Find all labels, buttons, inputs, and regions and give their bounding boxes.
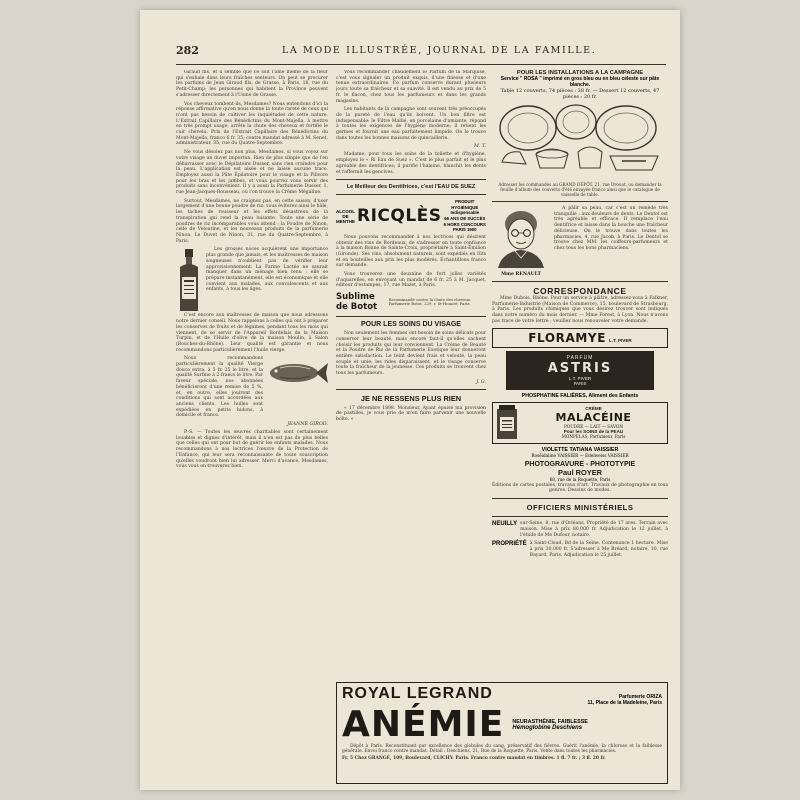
china-service-illustration bbox=[492, 102, 668, 180]
fish-illustration bbox=[266, 356, 328, 390]
ricqles-label: ALCOOL bbox=[336, 208, 355, 214]
oriza-line: 11, Place de la Madeleine, Paris bbox=[587, 700, 662, 706]
article-paragraph: A pâlir sa peau, car c'est un remède très tranquille : aux douleurs de dents. Le Dentol est très agréable et efficace. Il remplace l'eau dentifrice et laisse dans la bouche une fraîcheur délicieuse. On le trouve dans toutes les pharmacies, 4, rue Jacob, à Paris. Le Dentol se trouve chez MM. les coiffeurs-parfumeurs et chez tous les bons pharmaciens. bbox=[554, 206, 668, 251]
astris-brand: ASTRIS bbox=[547, 360, 613, 376]
legal-notice-label: PROPRIÉTÉ bbox=[492, 541, 527, 548]
postscript: P.-S. — Toutes les œuvres charitables sont certainement louables et dignes d'intérêt, mais il n'en est pas de plus belles que celles qui ont pour but de guérir les enfants malades. Nous recommandons à nos lectrices l'œuvre de la Protection de l'Enfance, qui leur sera reconnaissante de toute souscription qu'elles voudront bien lui adresser. Merci d'avance, Mesdames, vous vous en trouverez bien. bbox=[176, 430, 328, 470]
portrait-illustration bbox=[492, 206, 550, 268]
article-paragraph: Nous pouvons recommander à nos lectrices qui désirent obtenir des vins de Bordeaux, de s'adresser en toute confiance à la maison Bonne de Sainte-Croix, propriétaire à Saint-Émilion (Gironde). Ses vins, absolument naturels, sont expédiés en fûts et en bouteilles aux prix les plus modérés. Échantillons franco sur demande. bbox=[336, 234, 486, 269]
astris-top: PARFUM bbox=[566, 354, 594, 361]
floramye-brand: FLORAMYE bbox=[528, 330, 607, 345]
signature: J. G. bbox=[476, 379, 486, 385]
bottle-illustration bbox=[176, 249, 202, 313]
oriza-line: Parfumerie ORIZA bbox=[618, 694, 662, 700]
anemie-advert bbox=[336, 682, 668, 784]
ricqles-claim: 66 ANS DE SUCCÈS 6 HORS CONCOURS PARIS 1900 bbox=[443, 216, 486, 233]
article-paragraph: Madame, pour tous les soins de la toilette et d'hygiène, employez le « Ri Eau de Suez ». C'est le plus parfait et le plus agréable des dentifrices; il purifie l'haleine, blanchit les dents et raffermit les gencives. bbox=[336, 152, 486, 175]
ricqles-label: MENTHE bbox=[336, 218, 355, 224]
correspondence-text: Mme Dubois, Rhône. Pour un service à plâtre, adressez-vous à Falkner, Parfumerie-Industrie (Maison de Commerce), 15, boulevard de Strasbourg, à Paris. Les produits chimiques que vous désirez trouver sont indiqués dans notre numéro du mois dernier. — Mme Forest, à Lyon. Nous n'avons pas trace de votre lettre ; veuillez nous renouveler votre demande. bbox=[492, 296, 668, 324]
article-paragraph: Ne vous désolez pas non plus, Mesdames, si vous voyez sur votre visage un duvet importun. Rien de plus simple que de l'en débarrasser avec le Dépilatoire Dusser, sans rien craindre pour la peau. L'application est aisée et ne laisse aucune trace. Employez aussi la Pâte Épilatoire pour le visage et la Pilivore pour les bras et les jambes, et vous pourrez vous servir des produits sans inconvénient. Il y a aussi la Parfumerie Dusser, 1, rue Jean-Jacques-Rousseau, où l'on trouve la Crème Mégaline. bbox=[176, 150, 328, 196]
article-paragraph: « 17 décembre 1898. Monsieur, Ayant épuisé ma provision de pastilles, je vous prie de m'en faire parvenir une nouvelle boîte. » bbox=[336, 405, 486, 423]
botot-tagline: Recommandé contre la chute des cheveux. Parfumerie Botot, 229, r. St-Honoré, Paris. bbox=[388, 296, 472, 307]
anemie-subtitle: NEURASTHÉNIE, FAIBLESSE bbox=[512, 719, 588, 725]
anemie-address: Fr. 5 Chez GRANGÉ, 109, Boulevard, CLICHY. Paris. Franco contre mandat en timbres. 1 fl. 7 fr. ; 3 fl. 20 fr. bbox=[342, 755, 606, 761]
article-paragraph: C'est encore aux maîtresses de maison que nous adressons notre dernier conseil. Nous rappelons à celles qui ont à préparer les conserves de fruits et de légumes, pendant tous les mois qui viennent, de se servir de l'Appareil Bordelais de la Maison Turpin, et de l'Huile d'olive de la maison Moulin, à Salon (Bouches-du-Rhône). Leur qualité est garantie et nous recommandons particulièrement l'huile vierge. bbox=[176, 313, 328, 353]
legal-notice-label: NEUILLY bbox=[492, 521, 518, 528]
anemie-title: ANÉMIE bbox=[342, 704, 505, 745]
article-paragraph: Vous recommander chaudement le Parfum de la Marquise, c'est vous signaler un produit exquis, d'une finesse et d'une tenue extraordinaires. Ce parfum conserve durant plusieurs jours toute sa fraîcheur et sa suavité. Il est vendu au prix de 5 fr. le flacon, chez tous les parfumeurs et dans les grands magasins. bbox=[336, 70, 486, 104]
section-title: CORRESPONDANCE bbox=[533, 286, 627, 296]
article-paragraph: Les grosses noces acquièrent une importance plus grande que jamais, et les maîtresses de maison soigneuses n'oublient pas de vérifier leur approvisionnement. La Farine Lactée ne saurait manquer dans un ménage bien tenu : elle se prépare instantanément, elle est économique et elle convient aux malades, aux convalescents et aux enfants, à tous les âges. bbox=[206, 247, 328, 293]
ricqles-label: DE bbox=[342, 213, 349, 219]
article-paragraph: Nous recommandons particulièrement la qualité Vierge douce extra, à 5 fr. 25 le litre, et la qualité Surfine à 2 francs le litre. Par faveur spéciale, nos abonnées bénéficieront d'une remise de 5 %, et, en outre, elles jouiront des conditions qui sont accordées aux anciens clients. Les huiles sont expédiées en petits bidons, à domicile et franco. bbox=[176, 356, 263, 419]
botot-advert bbox=[336, 292, 486, 312]
royal-legrand-brand: ROYAL LEGRAND bbox=[342, 685, 493, 702]
column-2 bbox=[336, 70, 486, 682]
article-paragraph: Les habitants de la campagne sont souvent très préoccupés de la pureté de l'eau qu'ils boivent. Un bon filtre est indispensable: le Filtre Mallié, en porcelaine d'amiante, répond à toutes les exigences de l'hygiène moderne; il retient les germes et fournit une eau parfaitement limpide. On le trouve dans toutes les bonnes maisons de quincaillerie. bbox=[336, 107, 486, 141]
article-paragraph: Vous trouverez une douzaine de fort jolies variétés d'aquarelles, en envoyant un mandat de 6 fr. 25 à M. Jacquet, éditeur d'estampes, 17, rue Mazet, à Paris. bbox=[336, 272, 486, 289]
article-paragraph: Surtout, Mesdames, ne craignez pas, en cette saison, d'user largement d'une bonne poudre de riz: vous éviterez ainsi le hâle, les taches de rousseur et les effets désastreux de la transpiration qui rend la peau luisante. Toute une série de poudres de riz incomparables vous attend : la Poudre de Ninon, celle de Veloutine, et les nouveaux produits de la parfumerie Ninon. Le Duvet de Ninon, 31, rue du Quatre-Septembre, à Paris. bbox=[176, 198, 328, 244]
floramye-maker: L.T. PIVER bbox=[609, 337, 632, 343]
photo-advert-title: PHOTOGRAVURE - PHOTOTYPIE bbox=[524, 461, 636, 469]
legal-notice-text: sur-Seine, 8, rue d'Orléans. Propriété de 17 ares. Terrain avec maison. Mise à prix 80,000 fr. Adjudication le 12 juillet, à l'étude de Me Dufour, notaire. bbox=[520, 521, 668, 538]
legal-notice-text: à Saint-Cloud, Bd de la Seine. Contenance 1 hectare. Mise à prix 30,000 fr. S'adresser à Me Bréard, notaire, 10, rue Bayard, Paris. Adjudication le 25 juillet. bbox=[529, 541, 668, 558]
malaceine-top: CRÈME bbox=[585, 406, 602, 412]
phosphatine-advert: PHOSPHATINE FALIÈRES, Aliment des Enfants bbox=[521, 392, 639, 399]
malaceine-brand: MALACÉINE bbox=[555, 411, 632, 425]
botot-brand: Sublime de Botot bbox=[336, 292, 378, 313]
malaceine-line: MONPELAS, Parfumeur, Paris bbox=[561, 434, 626, 440]
signature: M. T. bbox=[474, 144, 486, 150]
photo-advert-address: 68, rue de la Roquette, Paris bbox=[549, 477, 611, 483]
floramye-advert bbox=[492, 328, 668, 348]
column-3 bbox=[492, 70, 668, 678]
photo-advert-name: Paul ROYER bbox=[558, 468, 602, 478]
anemie-product: Hémoglobine Deschiens bbox=[512, 725, 583, 731]
astris-advert bbox=[506, 351, 654, 390]
ricqles-brand: RICQLÈS bbox=[357, 206, 442, 227]
running-title: LA MODE ILLUSTRÉE, JOURNAL DE LA FAMILLE. bbox=[282, 45, 597, 56]
section-title: JE NE RESSENS PLUS RIEN bbox=[360, 393, 462, 403]
service-note: Adresser les commandes au GRAND DÉPÔT, 21, rue Drouot, ou demander la feuille d'album des couverts d'été envoyée franco ainsi que le catalogue de vaisselle de table. bbox=[498, 182, 662, 197]
malaceine-advert bbox=[492, 402, 668, 444]
article-paragraph: Giraud fils, et il semble que ce soit l'âme même de la fleur qui s'exhale dans leurs fraîches senteurs. On peut se procurer les parfums de Jean Giraud fils, de Grasse, à Paris, 18, rue du Petit-Champ; les personnes qui habitent la Province peuvent s'adresser directement à l'Usine de Grasse. bbox=[176, 70, 328, 98]
anemie-description: Dépôt à Paris. Reconstituant par excellence des globules du sang, préservatif des fièvres. Guérit l'anémie, la chlorose et la faiblesse générale. Envoi franco contre mandat. Détail : Deschiens, 21, Rue de la Roquette, Paris. Vente dans toutes les pharmacies. bbox=[342, 744, 662, 755]
malaceine-line: POUDRE — LAIT — SAVON bbox=[563, 424, 624, 430]
article-paragraph: Non seulement les femmes ont besoin de soins délicats pour conserver leur beauté, mais encore faut-il qu'elles sachent choisir les produits qui leur conviennent. La Crème de Beauté et la Poudre de Riz de la Parfumerie Exotique leur donneront entière satisfaction. Le teint devient frais et velouté, la peau souple et unie; les rides disparaissent, et le visage conserve toute la fraîcheur de la jeunesse. Ces produits se trouvent chez tous les parfumeurs. bbox=[336, 331, 486, 377]
malaceine-line: Pour les SOINS de la PEAU bbox=[563, 429, 624, 435]
astris-maker: L.T. PIVER bbox=[568, 375, 592, 381]
service-price-line: Table 12 couverts, 74 pièces : 38 fr. — Dessert 12 couverts, 47 pièces : 20 fr. bbox=[500, 88, 660, 100]
jar-illustration bbox=[495, 405, 519, 441]
service-rosa-line: Service " ROSA " imprimé en gros bleu ou en bleu céleste sur pâte blanche. bbox=[500, 76, 660, 88]
page-header bbox=[176, 44, 666, 65]
page-number: 282 bbox=[176, 44, 199, 57]
section-title: OFFICIERS MINISTÉRIELS bbox=[526, 503, 634, 513]
suez-advert: Le Meilleur des Dentifrices, c'est l'EAU DE SUEZ bbox=[346, 184, 476, 191]
article-paragraph: Vos cheveux tombent-ils, Mesdames? Nous entendons d'ici la réponse affirmative qu'en nous donne la toute rareté de ceux qui n'ont pas besoin de cultiver les inquiétudes de cette nature. L'Extrait Capillaire des Bénédictins du Mont-Majella, à mettre en très prompt usage, arrête la chute des cheveux et fortifie le cuir chevelu. Prix de l'Extrait Capillaire des Bénédictins du Mont-Majella, franco 6 fr. 35; contre mandat adressé à M. Senet, administrateur, 35, rue du Quatre-Septembre. bbox=[176, 101, 328, 147]
magazine-page bbox=[140, 10, 680, 790]
portrait-caption: Mme RENAULT bbox=[501, 272, 541, 277]
section-title: POUR LES INSTALLATIONS A LA CAMPAGNE bbox=[516, 70, 644, 76]
section-title: POUR LES SOINS DU VISAGE bbox=[361, 321, 461, 329]
violette-sub: Roséidaline VAISSIER — Edelweiss VAISSIER bbox=[531, 452, 629, 458]
ricqles-advert bbox=[336, 199, 486, 233]
ricqles-claim: PRODUIT HYGIÉNIQUE Indispensable bbox=[450, 199, 480, 216]
column-1 bbox=[176, 70, 328, 710]
astris-city: PARIS bbox=[573, 380, 587, 386]
photo-advert-text: Éditions de cartes postales, travaux d'art. Travaux de photographie en tous genres. Dessins de modes. bbox=[492, 482, 668, 494]
signature: JEANNE GIROD. bbox=[287, 422, 328, 428]
violette-advert: VIOLETTE TATIANA VAISSIER bbox=[541, 446, 619, 453]
